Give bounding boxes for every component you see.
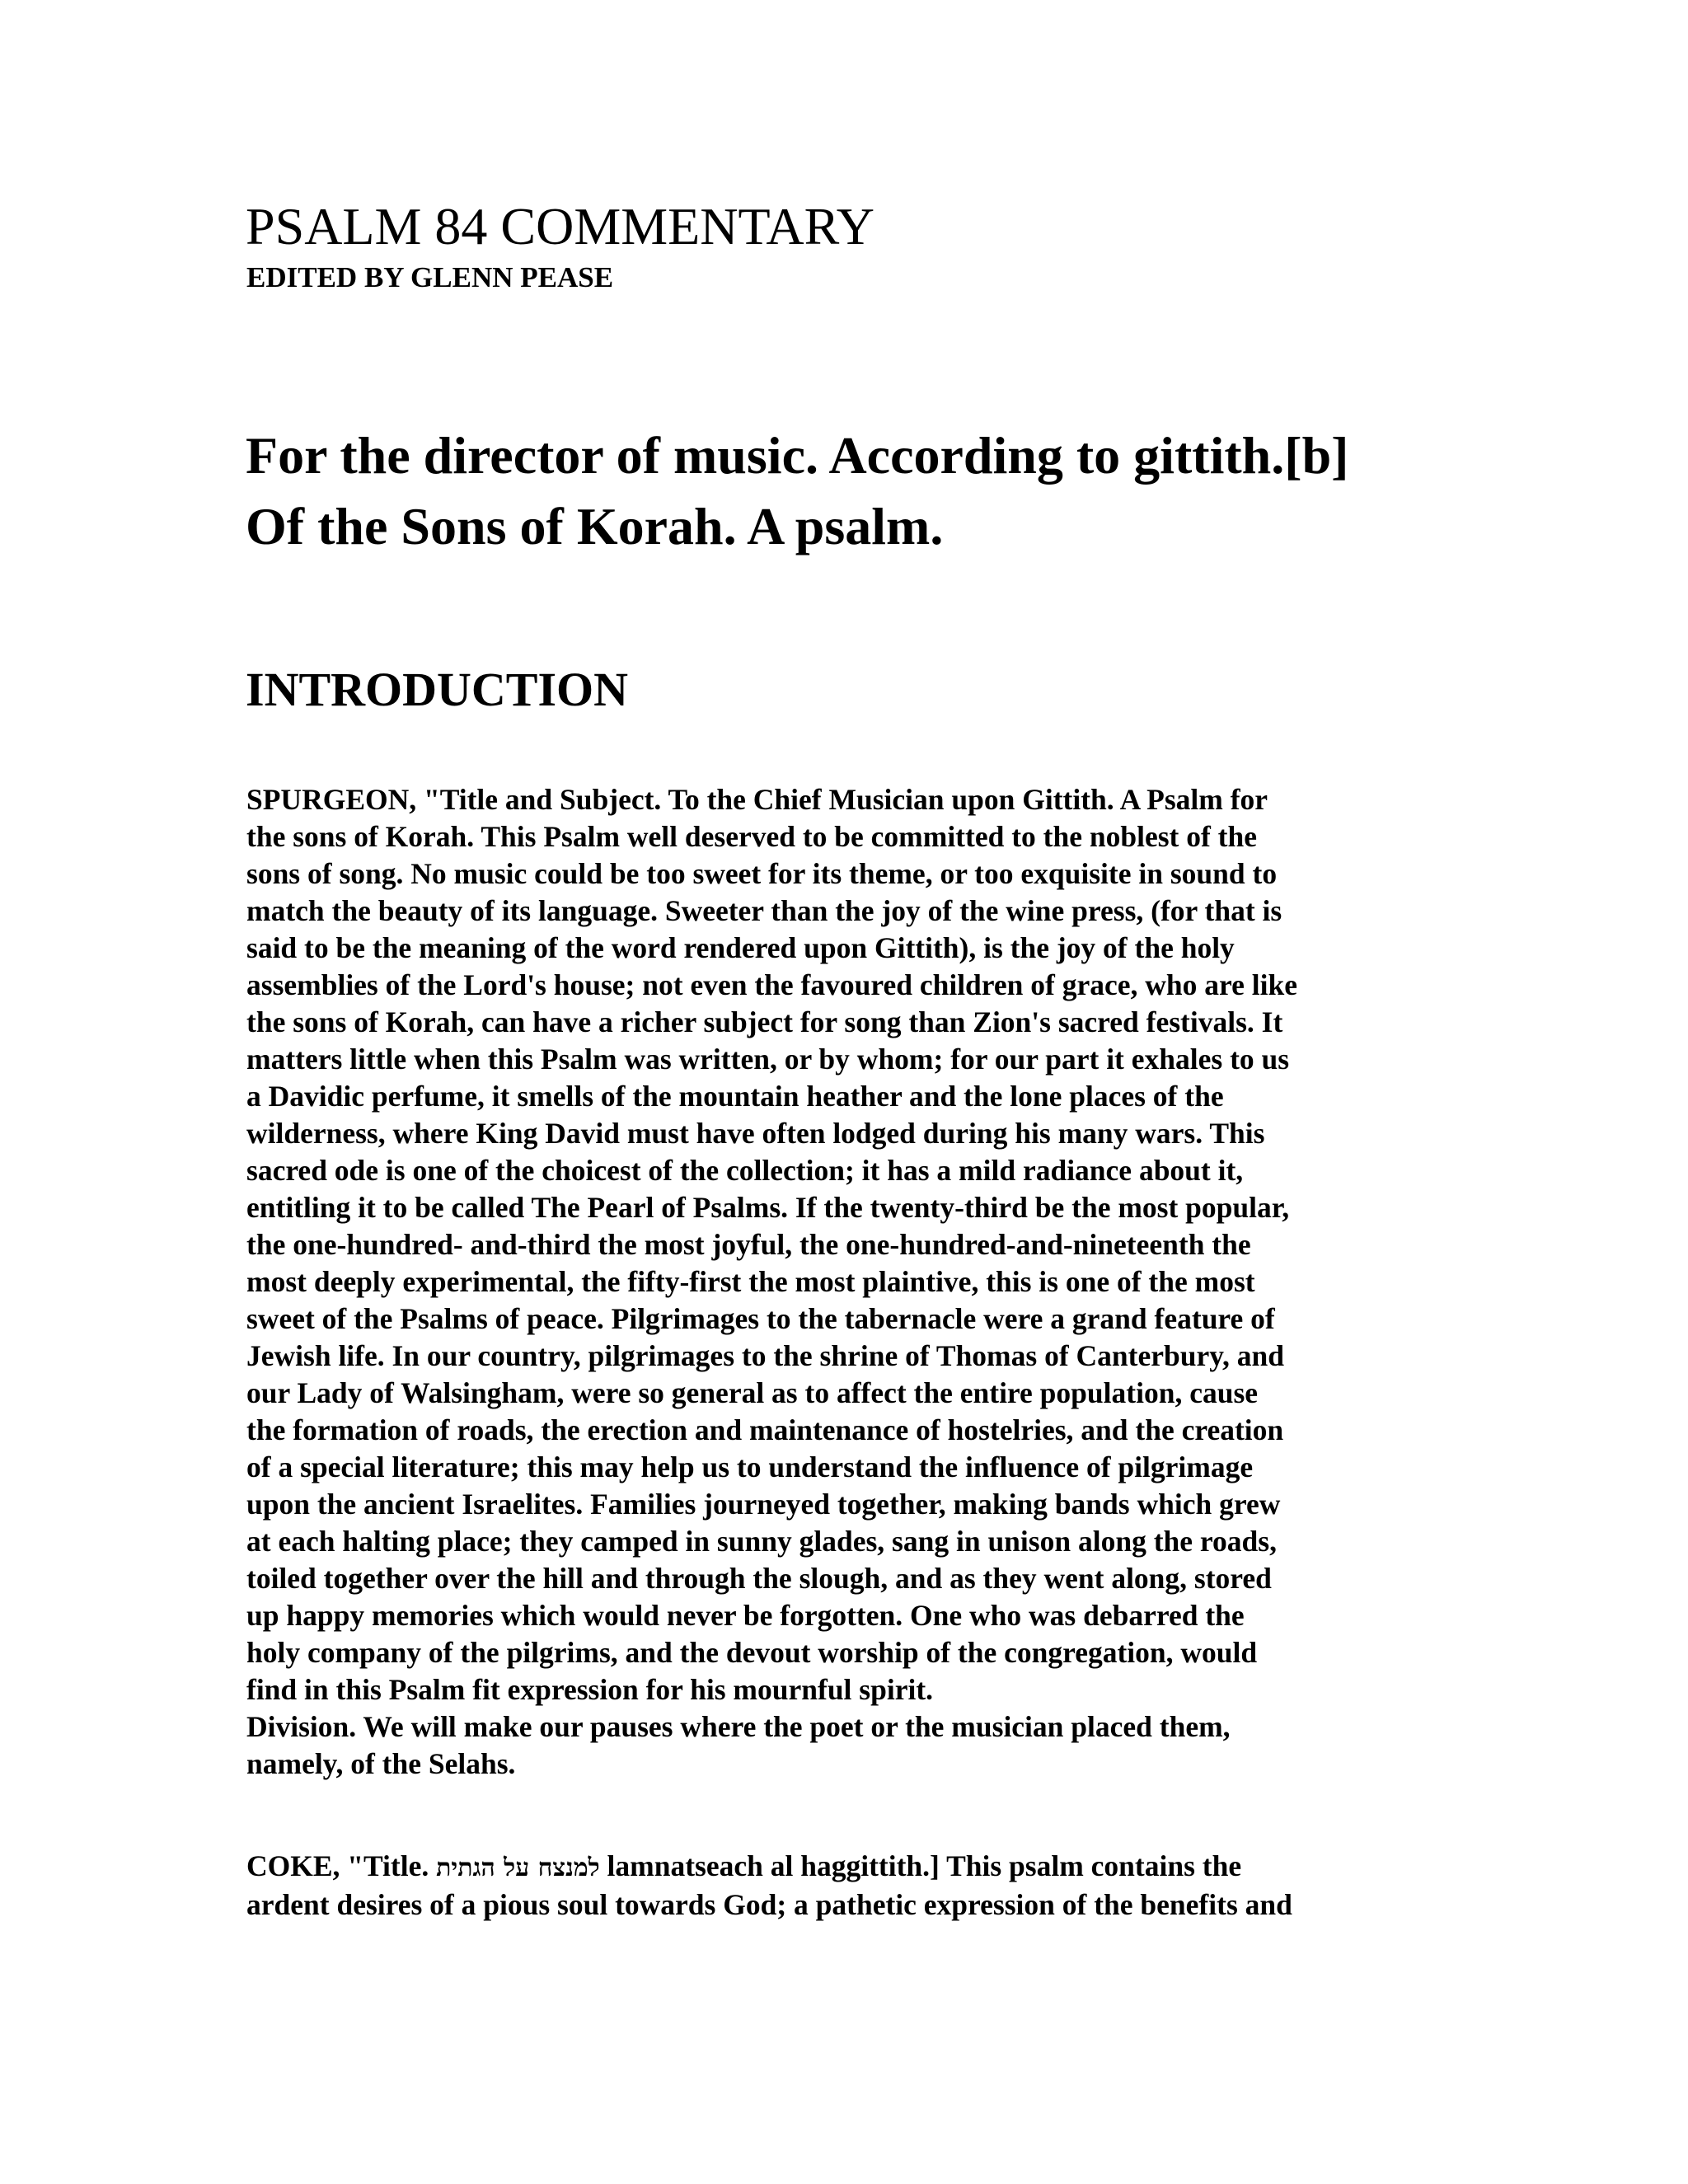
section-heading-introduction: INTRODUCTION: [246, 663, 629, 716]
text-line: match the beauty of its language. Sweeter than the joy of the wine press, (for that is: [246, 894, 1282, 927]
text-line: SPURGEON, "Title and Subject. To the Chief Musician upon Gittith. A Psalm for: [246, 783, 1268, 816]
superscription-line: For the director of music. According to gittith.[b]: [246, 426, 1349, 485]
text-line: ardent desires of a pious soul towards God; a pathetic expression of the benefits and: [246, 1888, 1292, 1921]
text-line: the sons of Korah, can have a richer subject for song than Zion's sacred festivals. It: [246, 1005, 1283, 1038]
text-line: Division. We will make our pauses where the poet or the musician placed them,: [246, 1710, 1231, 1743]
spurgeon-commentary: [246, 781, 1297, 1783]
text-line: up happy memories which would never be forgotten. One who was debarred the: [246, 1599, 1245, 1632]
text-line: entitling it to be called The Pearl of Psalms. If the twenty-third be the most popular,: [246, 1191, 1290, 1224]
coke-lead: COKE, "Title.: [246, 1849, 437, 1882]
text-line: a Davidic perfume, it smells of the mountain heather and the lone places of the: [246, 1080, 1224, 1113]
text-line: the one-hundred- and-third the most joyful, the one-hundred-and-nineteenth the: [246, 1228, 1251, 1261]
text-line: find in this Psalm fit expression for his mournful spirit.: [246, 1673, 934, 1706]
text-line: matters little when this Psalm was written, or by whom; for our part it exhales to us: [246, 1043, 1290, 1076]
text-line: assemblies of the Lord's house; not even the favoured children of grace, who are like: [246, 968, 1297, 1001]
text-line: said to be the meaning of the word rendered upon Gittith), is the joy of the holy: [246, 931, 1235, 964]
text-line: toiled together over the hill and through the slough, and as they went along, stored: [246, 1562, 1272, 1595]
text-line: the sons of Korah. This Psalm well deserved to be committed to the noblest of the: [246, 820, 1257, 853]
coke-line-rest: lamnatseach al haggittith.] This psalm contains the: [599, 1849, 1242, 1882]
text-line: sweet of the Psalms of peace. Pilgrimages to the tabernacle were a grand feature of: [246, 1302, 1275, 1335]
hebrew-title: למנצח על הגתית: [436, 1854, 600, 1882]
document-subtitle: EDITED BY GLENN PEASE: [246, 261, 614, 293]
coke-commentary: [246, 1848, 1292, 1924]
text-line: most deeply experimental, the fifty-first the most plaintive, this is one of the most: [246, 1265, 1255, 1298]
text-line: sacred ode is one of the choicest of the collection; it has a mild radiance about it,: [246, 1154, 1244, 1187]
text-line: the formation of roads, the erection and maintenance of hostelries, and the creation: [246, 1413, 1284, 1446]
text-line: holy company of the pilgrims, and the devout worship of the congregation, would: [246, 1636, 1258, 1669]
superscription-line: Of the Sons of Korah. A psalm.: [246, 497, 944, 555]
text-line: Jewish life. In our country, pilgrimages to the shrine of Thomas of Canterbury, and: [246, 1339, 1285, 1372]
text-line: at each halting place; they camped in sunny glades, sang in unison along the roads,: [246, 1525, 1277, 1558]
text-line: wilderness, where King David must have often lodged during his many wars. This: [246, 1117, 1265, 1150]
text-line: of a special literature; this may help us to understand the influence of pilgrimage: [246, 1451, 1254, 1483]
text-line: namely, of the Selahs.: [246, 1747, 516, 1780]
text-line: sons of song. No music could be too sweet for its theme, or too exquisite in sound to: [246, 857, 1278, 890]
text-line: [246, 1848, 1292, 1886]
document-title: PSALM 84 COMMENTARY: [246, 197, 874, 255]
text-line: our Lady of Walsingham, were so general as to affect the entire population, cause: [246, 1376, 1259, 1409]
text-line: upon the ancient Israelites. Families journeyed together, making bands which grew: [246, 1488, 1281, 1521]
psalm-superscription: [246, 420, 1348, 562]
